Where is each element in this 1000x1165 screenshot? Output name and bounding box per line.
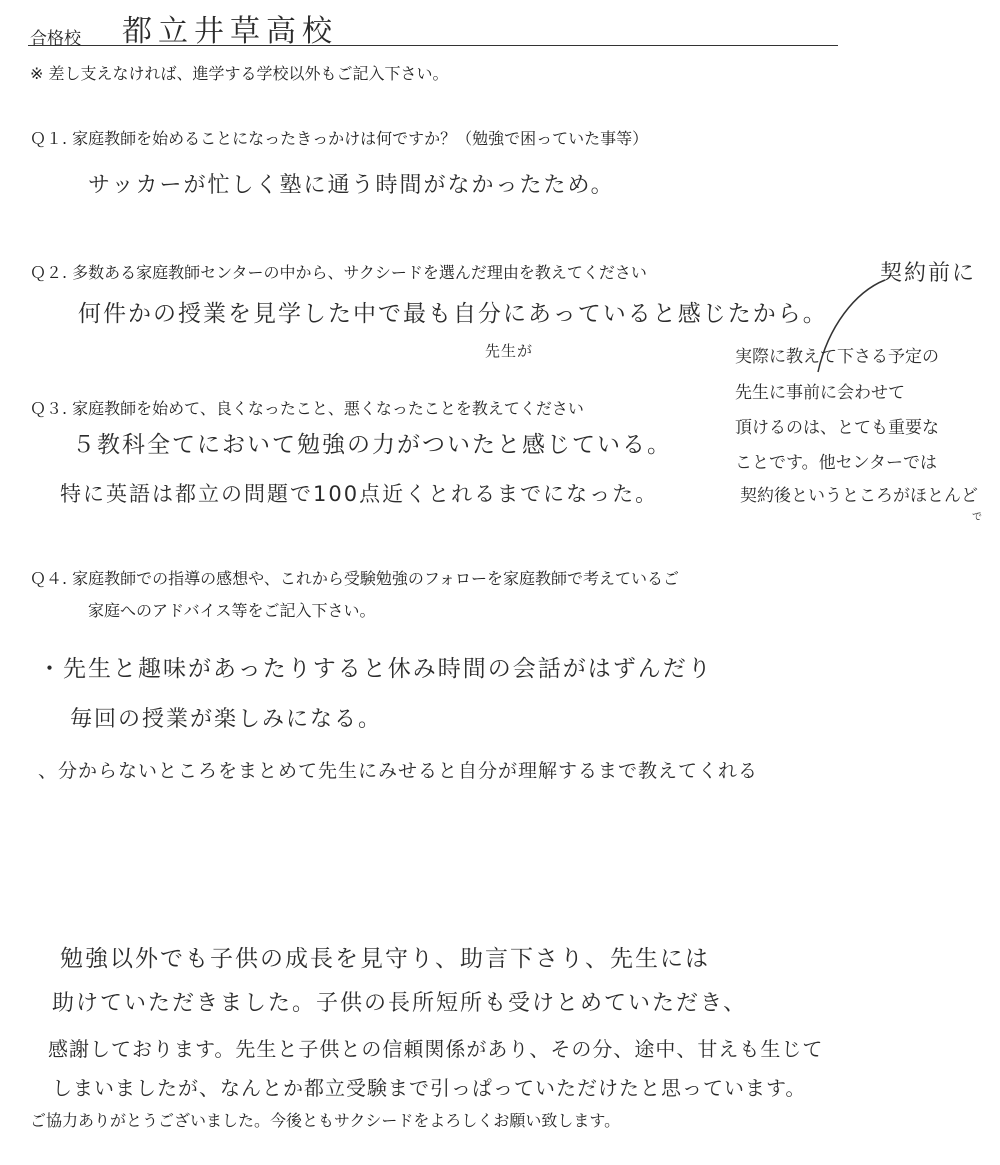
q2-question: Ｑ２. 多数ある家庭教師センターの中から、サクシードを選んだ理由を教えてください bbox=[30, 263, 647, 282]
header-underline bbox=[28, 45, 838, 46]
header-note: ※ 差し支えなければ、進学する学校以外もご記入下さい。 bbox=[30, 64, 449, 83]
parent-comment-line-1: 勉強以外でも子供の成長を見守り、助言下さり、先生には bbox=[60, 946, 710, 972]
parent-comment-line-4: しまいましたが、なんとか都立受験まで引っぱっていただけたと思っています。 bbox=[52, 1076, 807, 1100]
margin-note-line-1: 実際に教えて下さる予定の bbox=[735, 347, 939, 367]
q1-question: Ｑ１. 家庭教師を始めることになったきっかけは何ですか？（勉強で困っていた事等） bbox=[30, 129, 649, 148]
q3-question: Ｑ３. 家庭教師を始めて、良くなったこと、悪くなったことを教えてください bbox=[30, 399, 584, 418]
q4-question-line-2: 家庭へのアドバイス等をご記入下さい。 bbox=[88, 601, 376, 620]
margin-note-line-3: 頂けるのは、とても重要な bbox=[735, 418, 939, 438]
margin-note-top: 契約前に bbox=[880, 261, 977, 286]
margin-note-line-4: ことです。他センターでは bbox=[735, 453, 937, 473]
parent-comment-line-2: 助けていただきました。子供の長所短所も受けとめていただき、 bbox=[52, 991, 748, 1016]
q4-answer-line-1: ・先生と趣味があったりすると休み時間の会話がはずんだり bbox=[38, 656, 713, 682]
q3-answer-line-2: 特に英語は都立の問題で100点近くとれるまでになった。 bbox=[60, 482, 659, 506]
parent-comment-line-3: 感謝しております。先生と子供との信頼関係があり、その分、途中、甘えも生じて bbox=[48, 1037, 824, 1061]
school-name-handwritten: 都立井草高校 bbox=[122, 14, 338, 49]
q1-answer: サッカーが忙しく塾に通う時間がなかったため。 bbox=[88, 173, 615, 198]
school-label: 合格校 bbox=[30, 29, 81, 49]
q4-question-line-1: Ｑ４. 家庭教師での指導の感想や、これから受験勉強のフォローを家庭教師で考えているご bbox=[30, 569, 680, 588]
footer-thanks: ご協力ありがとうございました。今後ともサクシードをよろしくお願い致します。 bbox=[30, 1111, 621, 1130]
q3-answer-line-1: ５教科全てにおいて勉強の力がついたと感じている。 bbox=[72, 432, 672, 458]
q4-answer-line-3: 、分からないところをまとめて先生にみせると自分が理解するまで教えてくれる bbox=[38, 760, 759, 782]
q4-answer-line-2: 毎回の授業が楽しみになる。 bbox=[70, 707, 383, 732]
margin-note-line-6: で bbox=[972, 512, 982, 523]
q2-answer: 何件かの授業を見学した中で最も自分にあっていると感じたから。 bbox=[78, 301, 828, 327]
margin-note-line-2: 先生に事前に会わせて bbox=[735, 383, 905, 403]
q2-insert-text: 先生が bbox=[485, 342, 534, 360]
margin-note-line-5: 契約後というところがほとんど bbox=[740, 486, 978, 506]
